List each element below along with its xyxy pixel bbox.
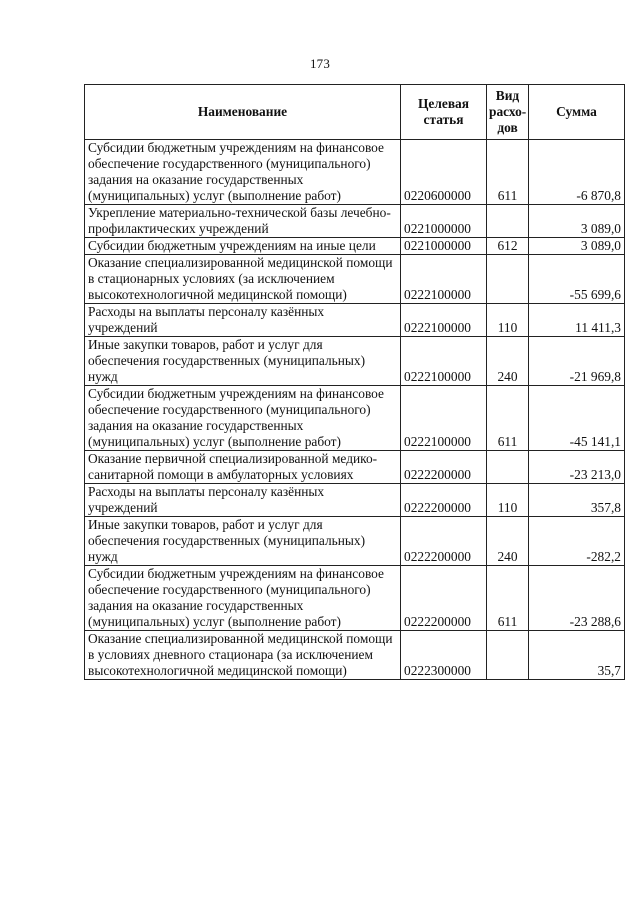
row-sum: -23 288,6 (529, 566, 625, 631)
row-name: Оказание специализированной медицинской помощи в условиях дневного стационара (за исключением высокотехнологичной медицинской помощи) (85, 631, 401, 680)
row-type: 611 (487, 140, 529, 205)
row-target: 0222100000 (401, 304, 487, 337)
row-target: 0222300000 (401, 631, 487, 680)
row-sum: -282,2 (529, 517, 625, 566)
header-target: Целевая статья (401, 85, 487, 140)
row-name: Иные закупки товаров, работ и услуг для обеспечения государственных (муниципальных) нужд (85, 337, 401, 386)
row-name: Субсидии бюджетным учреждениям на финансовое обеспечение государственного (муниципального) задания на оказание государственных (муниципальных) услуг (выполнение работ) (85, 140, 401, 205)
row-target: 0222200000 (401, 484, 487, 517)
row-name: Субсидии бюджетным учреждениям на иные цели (85, 238, 401, 255)
row-type: 611 (487, 386, 529, 451)
row-sum: 11 411,3 (529, 304, 625, 337)
table-row (85, 631, 625, 680)
table-row (85, 140, 625, 205)
row-type: 240 (487, 337, 529, 386)
row-type: 611 (487, 566, 529, 631)
header-type: Вид расхо-дов (487, 85, 529, 140)
row-type: 110 (487, 484, 529, 517)
row-target: 0222200000 (401, 517, 487, 566)
table-row (85, 566, 625, 631)
row-sum: 35,7 (529, 631, 625, 680)
row-type: 612 (487, 238, 529, 255)
table-header-row (85, 85, 625, 140)
page-number: 173 (309, 56, 331, 71)
table-row (85, 451, 625, 484)
table-row (85, 337, 625, 386)
row-name: Субсидии бюджетным учреждениям на финансовое обеспечение государственного (муниципального) задания на оказание государственных (муниципальных) услуг (выполнение работ) (85, 386, 401, 451)
row-sum: -45 141,1 (529, 386, 625, 451)
table-row (85, 304, 625, 337)
row-target: 0221000000 (401, 238, 487, 255)
row-name: Укрепление материально-технической базы лечебно-профилактических учреждений (85, 205, 401, 238)
header-name: Наименование (85, 85, 401, 140)
row-target: 0220600000 (401, 140, 487, 205)
row-sum: 3 089,0 (529, 205, 625, 238)
table-row (85, 255, 625, 304)
row-type (487, 255, 529, 304)
row-sum: -55 699,6 (529, 255, 625, 304)
table-row (85, 238, 625, 255)
row-sum: -21 969,8 (529, 337, 625, 386)
row-type (487, 205, 529, 238)
row-sum: 357,8 (529, 484, 625, 517)
row-type: 110 (487, 304, 529, 337)
row-name: Расходы на выплаты персоналу казённых учреждений (85, 304, 401, 337)
row-name: Субсидии бюджетным учреждениям на финансовое обеспечение государственного (муниципального) задания на оказание государственных (муниципальных) услуг (выполнение работ) (85, 566, 401, 631)
budget-table (84, 84, 625, 680)
row-name: Оказание первичной специализированной медико-санитарной помощи в амбулаторных условиях (85, 451, 401, 484)
row-target: 0221000000 (401, 205, 487, 238)
table-row (85, 517, 625, 566)
row-name: Расходы на выплаты персоналу казённых учреждений (85, 484, 401, 517)
row-target: 0222100000 (401, 386, 487, 451)
row-name: Иные закупки товаров, работ и услуг для обеспечения государственных (муниципальных) нужд (85, 517, 401, 566)
row-target: 0222200000 (401, 566, 487, 631)
row-sum: 3 089,0 (529, 238, 625, 255)
row-type: 240 (487, 517, 529, 566)
row-name: Оказание специализированной медицинской помощи в стационарных условиях (за исключением высокотехнологичной медицинской помощи) (85, 255, 401, 304)
row-type (487, 631, 529, 680)
row-target: 0222100000 (401, 255, 487, 304)
row-sum: -6 870,8 (529, 140, 625, 205)
table-row (85, 484, 625, 517)
table-row (85, 386, 625, 451)
row-sum: -23 213,0 (529, 451, 625, 484)
row-target: 0222200000 (401, 451, 487, 484)
header-sum: Сумма (529, 85, 625, 140)
row-target: 0222100000 (401, 337, 487, 386)
row-type (487, 451, 529, 484)
table-row (85, 205, 625, 238)
